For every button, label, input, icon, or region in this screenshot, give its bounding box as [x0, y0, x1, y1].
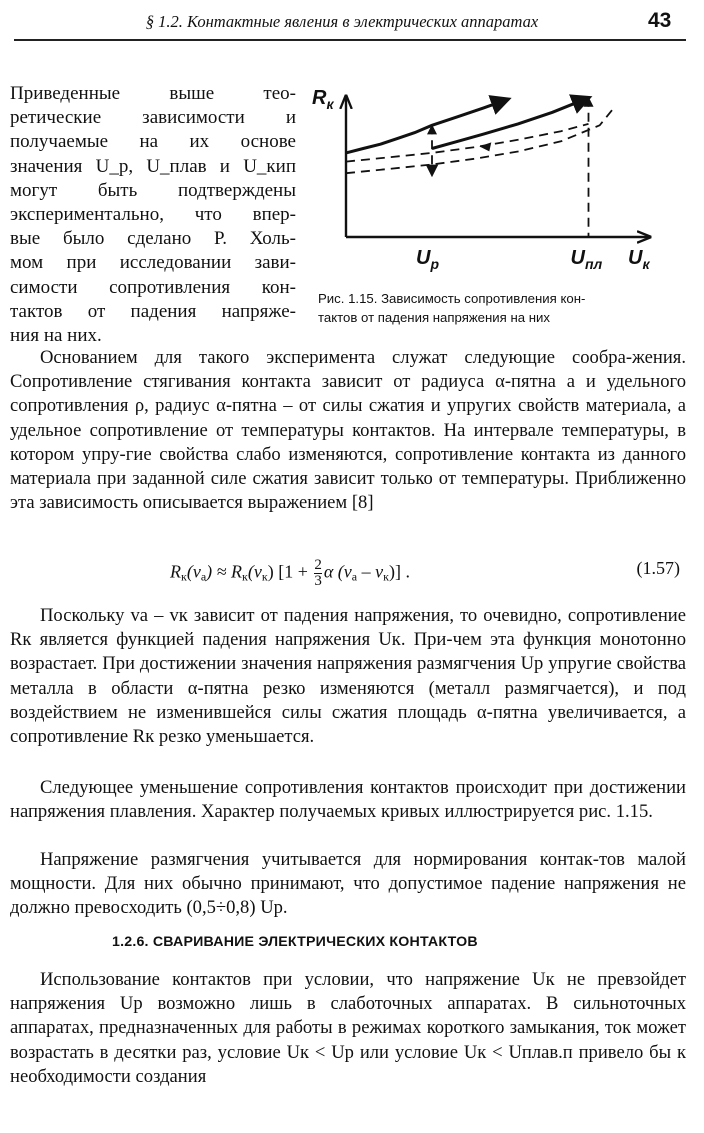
figure-caption-line: Рис. 1.15. Зависимость сопротивления кон- — [318, 291, 586, 306]
intro-paragraph — [10, 82, 296, 348]
paragraph-basis: Основанием для такого эксперимента служат следующие сообра-жения. Сопротивление стягивания контакта зависит от радиуса α-пятна а и удельного сопротивления ρ, радиус α-пятна – от силы сжатия и упругих свойств материала, а удельное сопротивление от температуры контактов. На интервале температуры, в котором упру-гие свойства слабо изменяются, сопротивление контакта из данного материала при заданной силе сжатия зависит только от температуры. Приближенно эта зависимость описывается выражением [8] — [10, 347, 686, 514]
intro-line: вые было сделано Р. Холь- — [10, 228, 296, 250]
paragraph-softening: Напряжение размягчения учитывается для нормирования контак-тов малой мощности. Для них обычно принимают, что допустимое падение напряжения не должно превосходить (0,5÷0,8) Uр. — [10, 849, 686, 919]
page-number: 43 — [648, 9, 672, 32]
intro-line: тактов от падения напряже- — [10, 300, 296, 322]
intro-line: могут быть подтверждены — [10, 179, 296, 201]
chart-axes — [346, 96, 650, 237]
chart-series — [346, 97, 613, 237]
x-axis-label: $U_к$ — [628, 247, 650, 272]
intro-line: Приведенные выше тео- — [10, 83, 296, 104]
intro-line: получаемые на их основе — [10, 131, 296, 153]
section-heading: 1.2.6. СВАРИВАНИЕ ЭЛЕКТРИЧЕСКИХ КОНТАКТОВ — [112, 934, 478, 950]
running-head: § 1.2. Контактные явления в электрических аппаратах — [145, 12, 539, 31]
formula-number: (1.57) — [636, 558, 680, 578]
paragraph-monotonic: Поскольку vа – vк зависит от падения напряжения, то очевидно, сопротивление Rк является функцией падения напряжения Uк. При-чем эта функция монотонно возрастает. При достижении значения напряжения размягчения Uр упругие свойства металла в области α-пятна резко изменяются (металл размягчается), и под воздействием не изменившейся силы сжатия площадь α-пятна увеличивается, а сопротивление Rк резко уменьшается. — [10, 605, 686, 748]
intro-line: значения U_р, U_плав и U_кип — [10, 155, 296, 177]
figure-caption-line: тактов от падения напряжения на них — [318, 310, 550, 325]
intro-line: ретические зависимости и — [10, 107, 296, 129]
chart-svg — [310, 82, 686, 282]
chart-labels — [312, 87, 650, 272]
formula-expression: $R_к(v_а) \approx R_к(v_к) [1$ + $\frac{2}{3}$ α $(v_а - v_к)$] . — [170, 557, 410, 589]
fraction: $\frac{2}{3}$ — [314, 557, 322, 589]
header-rule — [14, 39, 686, 41]
intro-line: экспериментально, что впер- — [10, 204, 296, 226]
y-axis-label: $R_к$ — [312, 87, 334, 112]
intro-line: симости сопротивления кон- — [10, 276, 296, 298]
intro-line: ния на них. — [10, 325, 102, 347]
formula-1-57 — [170, 548, 686, 590]
paragraph-melting: Следующее уменьшение сопротивления контактов происходит при достижении напряжения плавления. Характер получаемых кривых иллюстрируется рис. 1.15. — [10, 777, 686, 823]
paragraph-welding: Использование контактов при условии, что напряжение Uк не превзойдет напряжения Uр возможно лишь в слаботочных аппаратах. В сильноточных аппаратах, предназначенных для работы в режимах короткого замыкания, ток может возрастать в десятки раз, условие Uк < Uр или условие Uк < Uплав.п привело бы к необходимости создания — [10, 969, 686, 1087]
tick-label-melting: $U_{пл}$ — [570, 247, 603, 272]
tick-label-softening: $U_р$ — [416, 247, 440, 272]
intro-line: мом при исследовании зави- — [10, 252, 296, 274]
return-arrowhead — [479, 142, 491, 151]
figure-caption — [318, 289, 690, 327]
